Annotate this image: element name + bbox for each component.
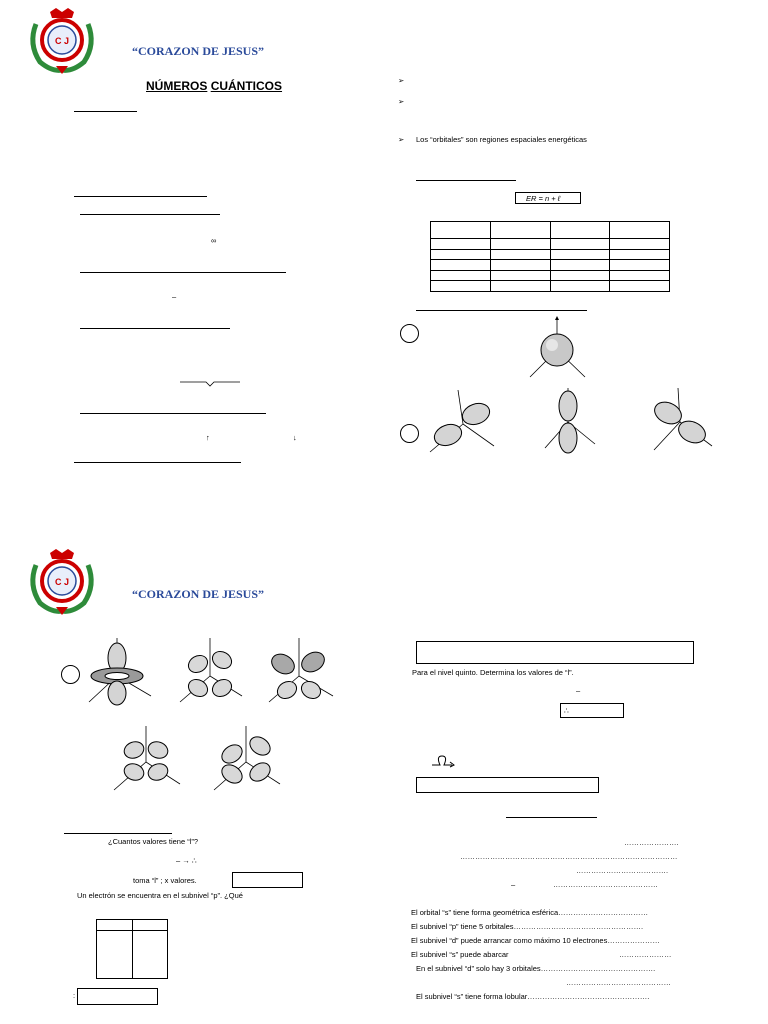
statement-2: El subnivel “p” tiene 5 orbitales……………………………………………. bbox=[411, 922, 644, 931]
dots-line: …………………………………… bbox=[553, 880, 658, 889]
dots-line: …………………………………………………………………………… bbox=[460, 852, 678, 861]
dz2-orbital-diagram bbox=[85, 636, 155, 708]
blank-line bbox=[80, 328, 230, 329]
dx2y2-orbital-diagram bbox=[265, 636, 337, 708]
energy-table bbox=[430, 221, 670, 292]
bullet-marker: ➢ bbox=[398, 97, 405, 106]
school-name: “CORAZON DE JESUS” bbox=[132, 44, 265, 58]
minus-symbol: – bbox=[511, 880, 516, 889]
dyz-orbital-diagram bbox=[212, 724, 284, 794]
page-title bbox=[146, 79, 282, 93]
answer-circle bbox=[61, 665, 80, 684]
statement-4-dots: ………………… bbox=[619, 950, 672, 959]
statement-4: El subnivel “s” puede abarcar bbox=[411, 950, 509, 959]
takes-values-text: toma “l” ; x valores. bbox=[133, 876, 197, 885]
blank-line bbox=[64, 833, 172, 834]
dots-line: …………………. bbox=[624, 838, 679, 847]
minus-symbol: – bbox=[172, 292, 177, 301]
infinity-symbol: ∞ bbox=[211, 236, 217, 245]
minus-symbol: – bbox=[576, 686, 581, 695]
quinto-question: Para el nivel quinto. Determina los valores de “l”. bbox=[412, 668, 574, 677]
orbital-definition: Los “orbitales” son regiones espaciales energéticas bbox=[416, 135, 587, 144]
school-crest-logo bbox=[26, 4, 98, 74]
dxy-orbital-diagram bbox=[176, 636, 246, 708]
blank-line bbox=[74, 111, 137, 112]
blank-line bbox=[74, 196, 207, 197]
dots-line: …………………………………… bbox=[566, 978, 671, 987]
blank-line bbox=[416, 180, 516, 181]
answer-box-wide[interactable] bbox=[416, 641, 694, 664]
answer-box[interactable] bbox=[77, 988, 158, 1005]
statement-6: El subnivel “s” tiene forma lobular…………………………………………. bbox=[416, 992, 650, 1001]
statement-1: El orbital “s” tiene forma geométrica esférica……………………………… bbox=[411, 908, 649, 917]
answer-circle bbox=[400, 424, 419, 443]
spin-up-arrow: ↑ bbox=[206, 433, 210, 442]
py-orbital-diagram bbox=[540, 386, 600, 456]
dots-line: ………………………………. bbox=[576, 866, 669, 875]
count-question: ¿Cuantos valores tiene “l”? bbox=[108, 837, 199, 846]
statement-3: El subnivel “d” puede arrancar como máximo 10 electrones………………… bbox=[411, 936, 660, 945]
blank-line bbox=[416, 310, 587, 311]
statement-5: En el subnivel “d” solo hay 3 orbitales………………………………………. bbox=[416, 964, 656, 973]
title-part-2: CUÁNTICOS bbox=[210, 79, 283, 93]
arrow-line: – → ∴ bbox=[176, 856, 197, 865]
title-part-1: NÚMEROS bbox=[146, 79, 208, 93]
loop-arrow-icon bbox=[430, 754, 456, 768]
spin-down-arrow: ↓ bbox=[293, 433, 297, 442]
blank-line bbox=[80, 413, 266, 414]
answer-box[interactable] bbox=[232, 872, 303, 888]
dxz-orbital-diagram bbox=[112, 724, 184, 794]
blank-line bbox=[506, 817, 597, 818]
answer-circle bbox=[400, 324, 419, 343]
school-name: “CORAZON DE JESUS” bbox=[132, 587, 265, 601]
bullet-marker: ➢ bbox=[398, 135, 405, 144]
small-marker: : bbox=[73, 991, 76, 1000]
svg-text:C J: C J bbox=[54, 36, 70, 46]
px-orbital-diagram bbox=[428, 388, 498, 456]
er-formula-box: ER = n + ℓ bbox=[515, 192, 581, 204]
school-crest-logo bbox=[26, 545, 98, 615]
therefore-box[interactable]: ∴ bbox=[560, 703, 624, 718]
brace-mark bbox=[180, 380, 240, 388]
answer-box-medium[interactable] bbox=[416, 777, 599, 793]
blank-line bbox=[74, 462, 241, 463]
pz-orbital-diagram bbox=[650, 386, 715, 454]
bullet-marker: ➢ bbox=[398, 76, 405, 85]
blank-line bbox=[80, 214, 220, 215]
svg-text:C J: C J bbox=[54, 577, 70, 587]
s-orbital-diagram bbox=[525, 315, 590, 380]
blank-line bbox=[80, 272, 286, 273]
answer-table bbox=[96, 919, 168, 979]
electron-question: Un electrón se encuentra en el subnivel “p”. ¿Qué bbox=[77, 891, 243, 900]
